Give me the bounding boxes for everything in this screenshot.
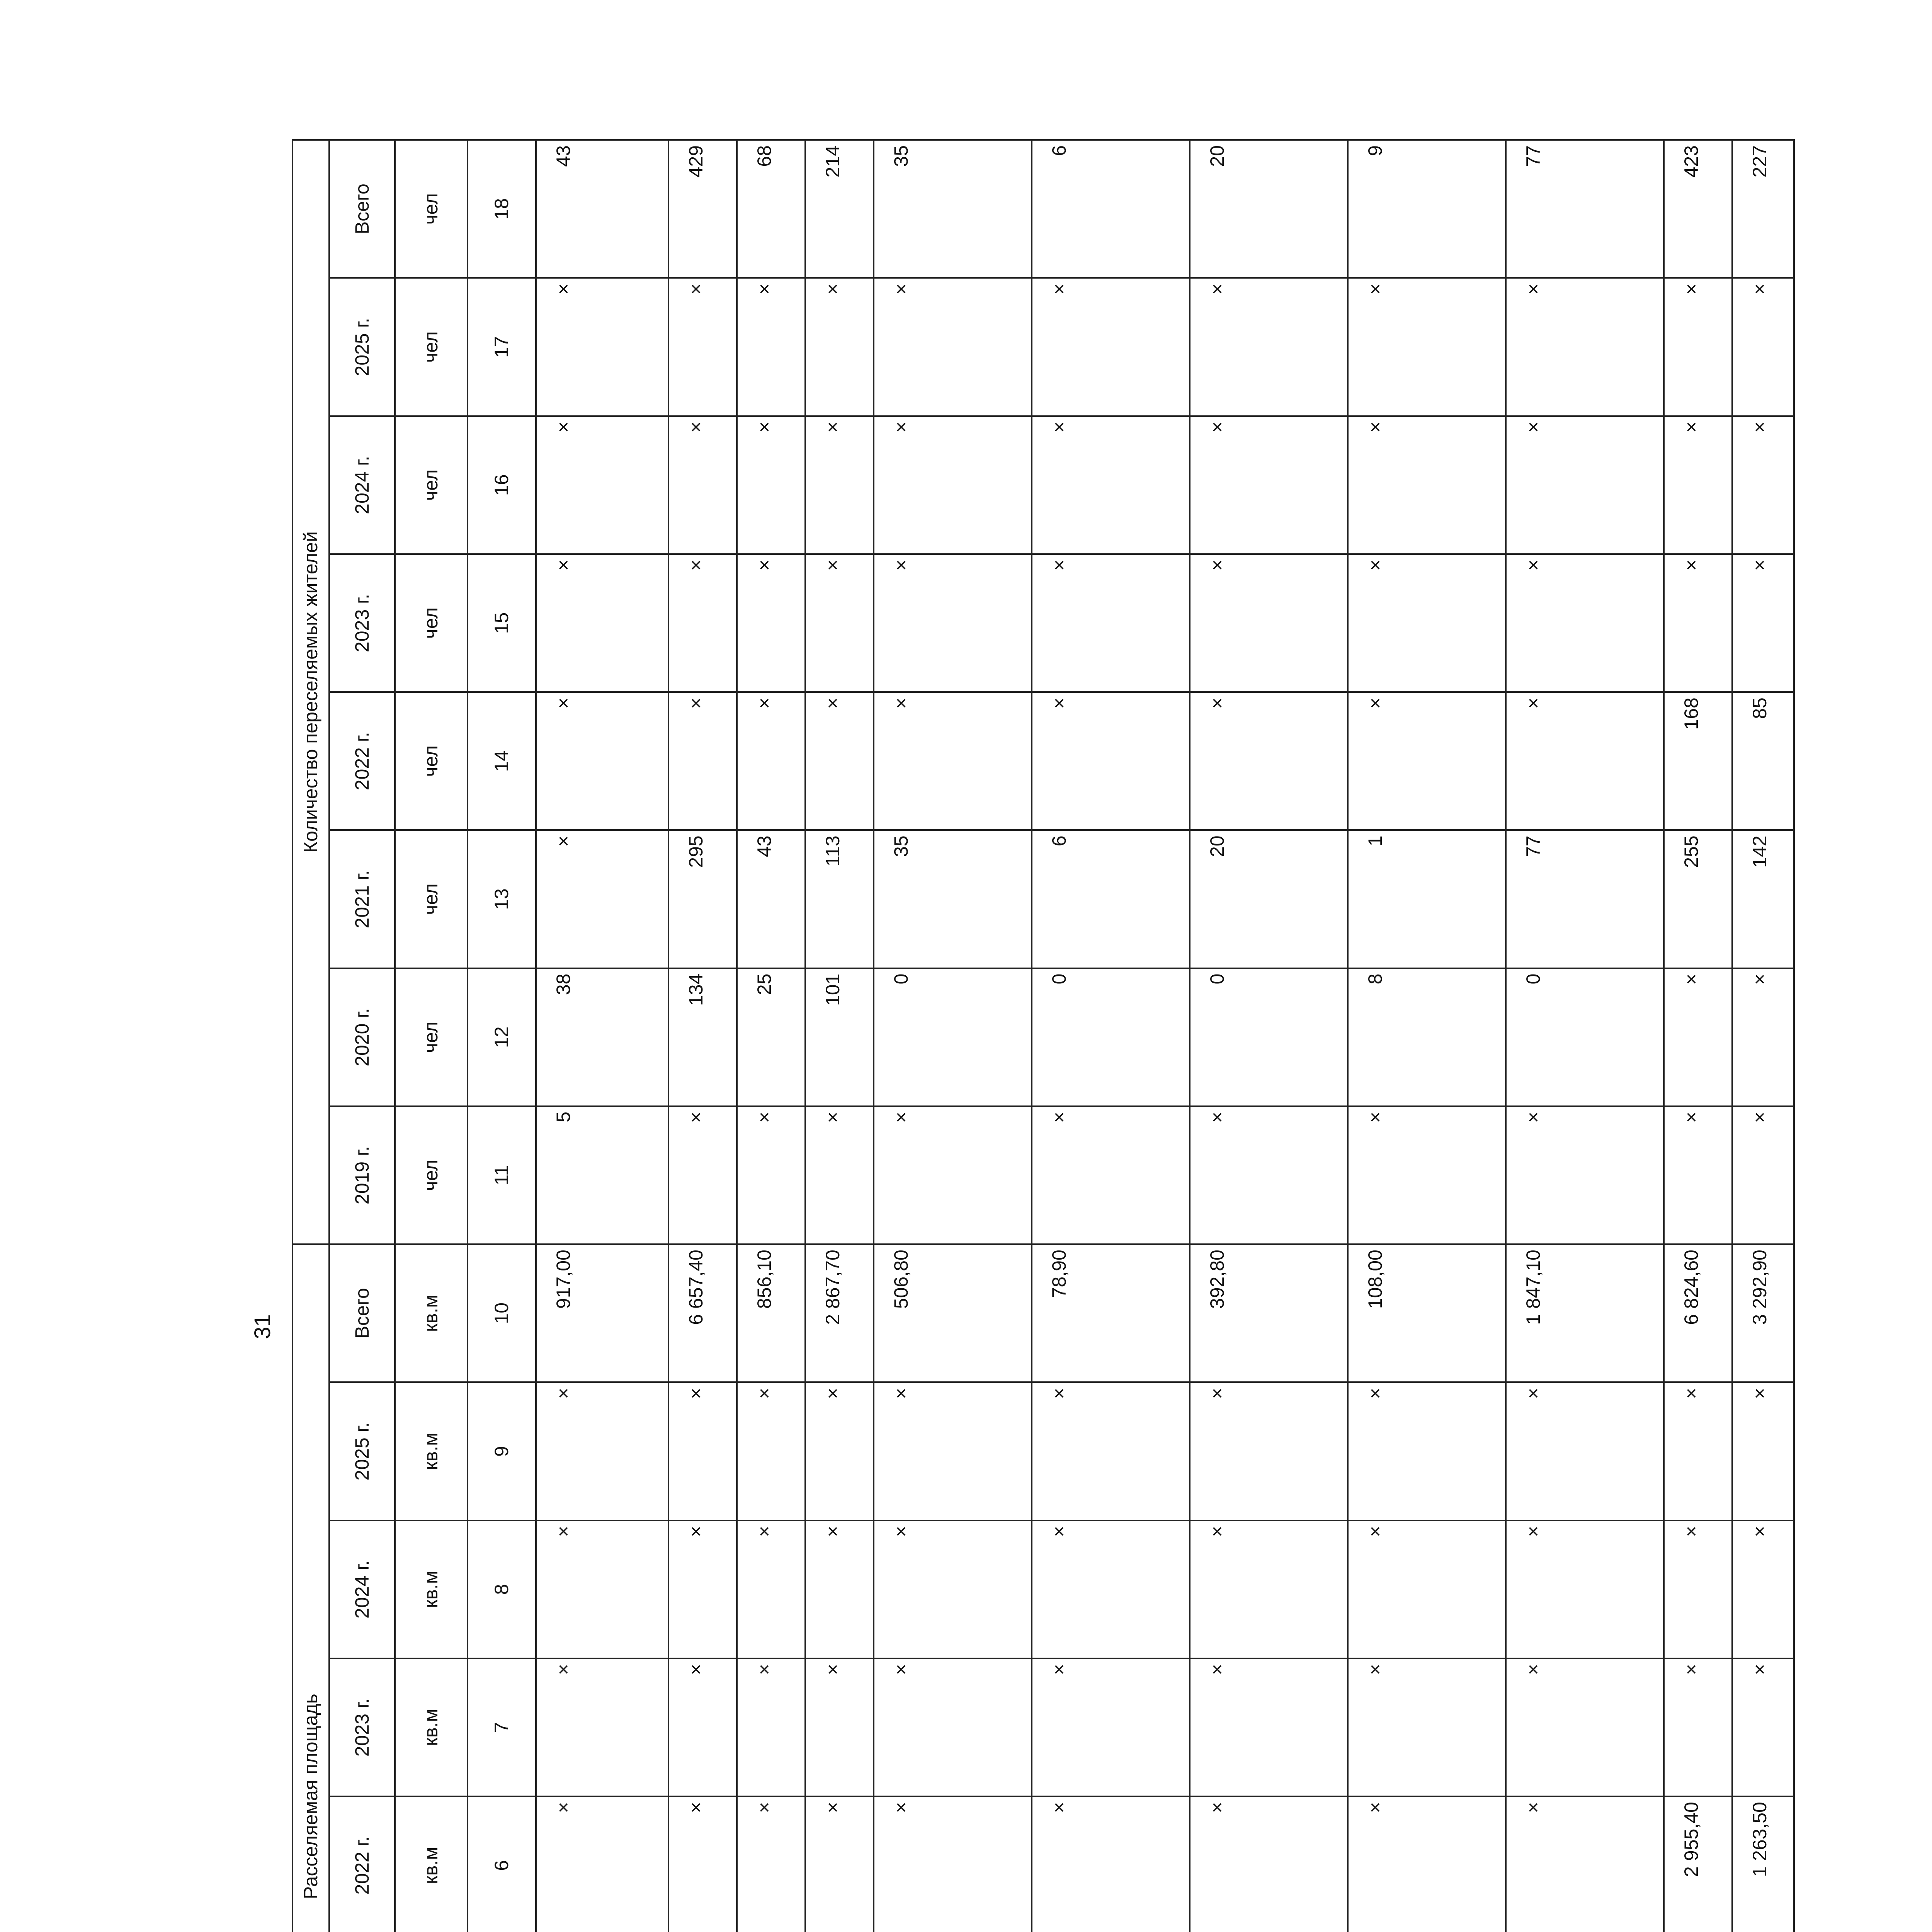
table-row (805, 140, 874, 1932)
cell-area: × (536, 1382, 669, 1520)
cell-people: × (1348, 554, 1506, 692)
cell-people: 429 (668, 140, 737, 278)
cell-people: × (1032, 416, 1190, 554)
table-row (1032, 140, 1190, 1932)
cell-area: × (1190, 1520, 1348, 1658)
cell-people: × (668, 416, 737, 554)
cell-area: × (1032, 1382, 1190, 1520)
cell-area: × (1032, 1520, 1190, 1658)
column-number: 17 (468, 278, 536, 416)
cell-people: 255 (1664, 830, 1732, 968)
cell-people: 101 (805, 968, 874, 1106)
cell-people: × (536, 830, 669, 968)
cell-area: × (668, 1658, 737, 1796)
cell-people: × (1664, 278, 1732, 416)
cell-area: × (1032, 1658, 1190, 1796)
cell-people: 43 (536, 140, 669, 278)
cell-area: × (668, 1382, 737, 1520)
cell-people: 35 (874, 140, 1032, 278)
header-years-row (329, 140, 395, 1932)
cell-area: × (1664, 1520, 1732, 1658)
unit-area: кв.м (395, 1382, 468, 1520)
cell-people: × (874, 278, 1032, 416)
cell-people: × (805, 692, 874, 830)
unit-people: чел (395, 278, 468, 416)
cell-area: 6 657,40 (668, 1244, 737, 1382)
cell-people: × (1732, 1106, 1794, 1244)
cell-people: 295 (668, 830, 737, 968)
cell-people: × (1506, 692, 1664, 830)
header-year-area: 2025 г. (329, 1382, 395, 1520)
cell-people: 6 (1032, 140, 1190, 278)
cell-people: × (1032, 554, 1190, 692)
cell-people: × (1032, 692, 1190, 830)
cell-people: × (536, 416, 669, 554)
cell-people: × (1664, 1106, 1732, 1244)
cell-people: × (1348, 416, 1506, 554)
cell-people: 227 (1732, 140, 1794, 278)
header-year-people: 2020 г. (329, 968, 395, 1106)
column-number: 11 (468, 1106, 536, 1244)
cell-area: × (1664, 1658, 1732, 1796)
cell-area: × (536, 1796, 669, 1932)
cell-people: 142 (1732, 830, 1794, 968)
cell-area: 856,10 (737, 1244, 805, 1382)
cell-people: × (1506, 416, 1664, 554)
column-number: 16 (468, 416, 536, 554)
cell-area: 392,80 (1190, 1244, 1348, 1382)
cell-people: × (1190, 554, 1348, 692)
unit-area: кв.м (395, 1796, 468, 1932)
unit-area: кв.м (395, 1244, 468, 1382)
cell-area: × (874, 1658, 1032, 1796)
cell-area: × (737, 1382, 805, 1520)
cell-people: × (874, 692, 1032, 830)
cell-people: 0 (874, 968, 1032, 1106)
cell-people: 68 (737, 140, 805, 278)
table-row (536, 140, 669, 1932)
cell-people: × (1664, 554, 1732, 692)
unit-people: чел (395, 554, 468, 692)
table-row (1348, 140, 1506, 1932)
cell-people: × (1664, 968, 1732, 1106)
cell-people: 38 (536, 968, 669, 1106)
cell-people: × (737, 1106, 805, 1244)
cell-area: × (1506, 1658, 1664, 1796)
cell-people: 214 (805, 140, 874, 278)
table-row (1190, 140, 1348, 1932)
column-number: 9 (468, 1382, 536, 1520)
cell-area: 78,90 (1032, 1244, 1190, 1382)
cell-people: 0 (1506, 968, 1664, 1106)
header-year-area: 2023 г. (329, 1658, 395, 1796)
cell-people: × (1348, 1106, 1506, 1244)
cell-area: × (874, 1382, 1032, 1520)
cell-area: × (805, 1520, 874, 1658)
cell-area: × (1664, 1382, 1732, 1520)
unit-people: чел (395, 968, 468, 1106)
cell-area: × (1506, 1520, 1664, 1658)
cell-people: 8 (1348, 968, 1506, 1106)
unit-area: кв.м (395, 1520, 468, 1658)
column-number: 18 (468, 140, 536, 278)
header-year-people: 2025 г. (329, 278, 395, 416)
cell-people: 20 (1190, 140, 1348, 278)
cell-people: 423 (1664, 140, 1732, 278)
cell-people: × (1732, 416, 1794, 554)
cell-people: × (668, 554, 737, 692)
cell-people: × (1506, 554, 1664, 692)
column-numbers-row (468, 140, 536, 1932)
cell-area: 506,80 (874, 1244, 1032, 1382)
cell-people: × (874, 1106, 1032, 1244)
cell-area: × (1506, 1796, 1664, 1932)
cell-people: × (536, 554, 669, 692)
table-row (1664, 140, 1732, 1932)
cell-people: 1 (1348, 830, 1506, 968)
cell-people: × (1190, 1106, 1348, 1244)
cell-area: × (536, 1658, 669, 1796)
table-row (668, 140, 737, 1932)
unit-people: чел (395, 416, 468, 554)
cell-area: 917,00 (536, 1244, 669, 1382)
cell-people: × (1664, 416, 1732, 554)
cell-area: × (737, 1796, 805, 1932)
cell-area: × (1348, 1658, 1506, 1796)
cell-people: 77 (1506, 830, 1664, 968)
cell-people: × (737, 554, 805, 692)
column-number: 14 (468, 692, 536, 830)
cell-people: 6 (1032, 830, 1190, 968)
cell-area: × (536, 1520, 669, 1658)
cell-people: × (805, 554, 874, 692)
cell-area: × (1032, 1796, 1190, 1932)
table-row (1732, 140, 1794, 1932)
cell-people: × (1348, 692, 1506, 830)
cell-people: × (874, 416, 1032, 554)
cell-people: × (1732, 968, 1794, 1106)
header-year-area: 2022 г. (329, 1796, 395, 1932)
column-number: 12 (468, 968, 536, 1106)
cell-area: × (1348, 1796, 1506, 1932)
header-area-group: Расселяемая площадь (293, 1244, 329, 1932)
cell-people: × (668, 692, 737, 830)
cell-area: × (668, 1796, 737, 1932)
cell-people: 25 (737, 968, 805, 1106)
unit-people: чел (395, 1106, 468, 1244)
header-year-people: 2023 г. (329, 554, 395, 692)
cell-people: × (668, 278, 737, 416)
cell-area: × (874, 1796, 1032, 1932)
cell-area: 108,00 (1348, 1244, 1506, 1382)
cell-area: 2 867,70 (805, 1244, 874, 1382)
cell-area: × (805, 1658, 874, 1796)
cell-people: × (1732, 278, 1794, 416)
cell-people: × (668, 1106, 737, 1244)
column-number: 10 (468, 1244, 536, 1382)
cell-people: 134 (668, 968, 737, 1106)
cell-people: × (737, 692, 805, 830)
cell-people: 5 (536, 1106, 669, 1244)
cell-area: × (668, 1520, 737, 1658)
units-row (395, 140, 468, 1932)
resettlement-table (292, 139, 1795, 1932)
unit-people: чел (395, 692, 468, 830)
cell-area: × (1190, 1382, 1348, 1520)
column-number: 8 (468, 1520, 536, 1658)
cell-area: × (1190, 1796, 1348, 1932)
cell-people: × (737, 416, 805, 554)
cell-area: × (1190, 1658, 1348, 1796)
table-wrapper (292, 139, 1795, 1932)
cell-people: 20 (1190, 830, 1348, 968)
header-year-people: 2019 г. (329, 1106, 395, 1244)
cell-people: × (1190, 692, 1348, 830)
cell-people: 77 (1506, 140, 1664, 278)
cell-people: 85 (1732, 692, 1794, 830)
cell-people: × (1506, 278, 1664, 416)
header-year-area: 2024 г. (329, 1520, 395, 1658)
column-number: 13 (468, 830, 536, 968)
cell-people: × (1032, 1106, 1190, 1244)
cell-people: × (1190, 278, 1348, 416)
cell-area: × (1348, 1382, 1506, 1520)
cell-people: 0 (1190, 968, 1348, 1106)
header-year-people: 2022 г. (329, 692, 395, 830)
cell-people: × (874, 554, 1032, 692)
table-body (395, 140, 1794, 1932)
cell-people: × (737, 278, 805, 416)
column-number: 6 (468, 1796, 536, 1932)
cell-people: × (1506, 1106, 1664, 1244)
cell-area: × (737, 1520, 805, 1658)
cell-area: × (1732, 1520, 1794, 1658)
cell-people: × (1348, 278, 1506, 416)
cell-people: × (536, 692, 669, 830)
cell-people: × (1732, 554, 1794, 692)
cell-area: 1 847,10 (1506, 1244, 1664, 1382)
cell-people: × (1190, 416, 1348, 554)
cell-area: 6 824,60 (1664, 1244, 1732, 1382)
cell-people: 35 (874, 830, 1032, 968)
cell-area: × (874, 1520, 1032, 1658)
page-number: 31 (250, 1314, 275, 1339)
header-year-area: Всего (329, 1244, 395, 1382)
column-number: 7 (468, 1658, 536, 1796)
header-year-people: 2024 г. (329, 416, 395, 554)
cell-people: × (805, 1106, 874, 1244)
cell-people: 0 (1032, 968, 1190, 1106)
unit-people: чел (395, 830, 468, 968)
unit-people: чел (395, 140, 468, 278)
cell-area: 1 263,50 (1732, 1796, 1794, 1932)
table-row (1506, 140, 1664, 1932)
header-year-people: 2021 г. (329, 830, 395, 968)
cell-people: 9 (1348, 140, 1506, 278)
cell-area: 2 955,40 (1664, 1796, 1732, 1932)
header-year-people: Всего (329, 140, 395, 278)
cell-area: × (805, 1796, 874, 1932)
cell-area: × (1348, 1520, 1506, 1658)
cell-area: 3 292,90 (1732, 1244, 1794, 1382)
cell-people: × (1032, 278, 1190, 416)
cell-people: × (805, 416, 874, 554)
header-people-group: Количество переселяемых жителей (293, 140, 329, 1244)
cell-area: × (1506, 1382, 1664, 1520)
table-row (737, 140, 805, 1932)
cell-area: × (1732, 1658, 1794, 1796)
cell-people: 113 (805, 830, 874, 968)
cell-people: × (805, 278, 874, 416)
table-row (874, 140, 1032, 1932)
cell-people: 168 (1664, 692, 1732, 830)
cell-people: 43 (737, 830, 805, 968)
cell-area: × (805, 1382, 874, 1520)
unit-area: кв.м (395, 1658, 468, 1796)
column-number: 15 (468, 554, 536, 692)
cell-area: × (737, 1658, 805, 1796)
cell-people: × (536, 278, 669, 416)
cell-area: × (1732, 1382, 1794, 1520)
